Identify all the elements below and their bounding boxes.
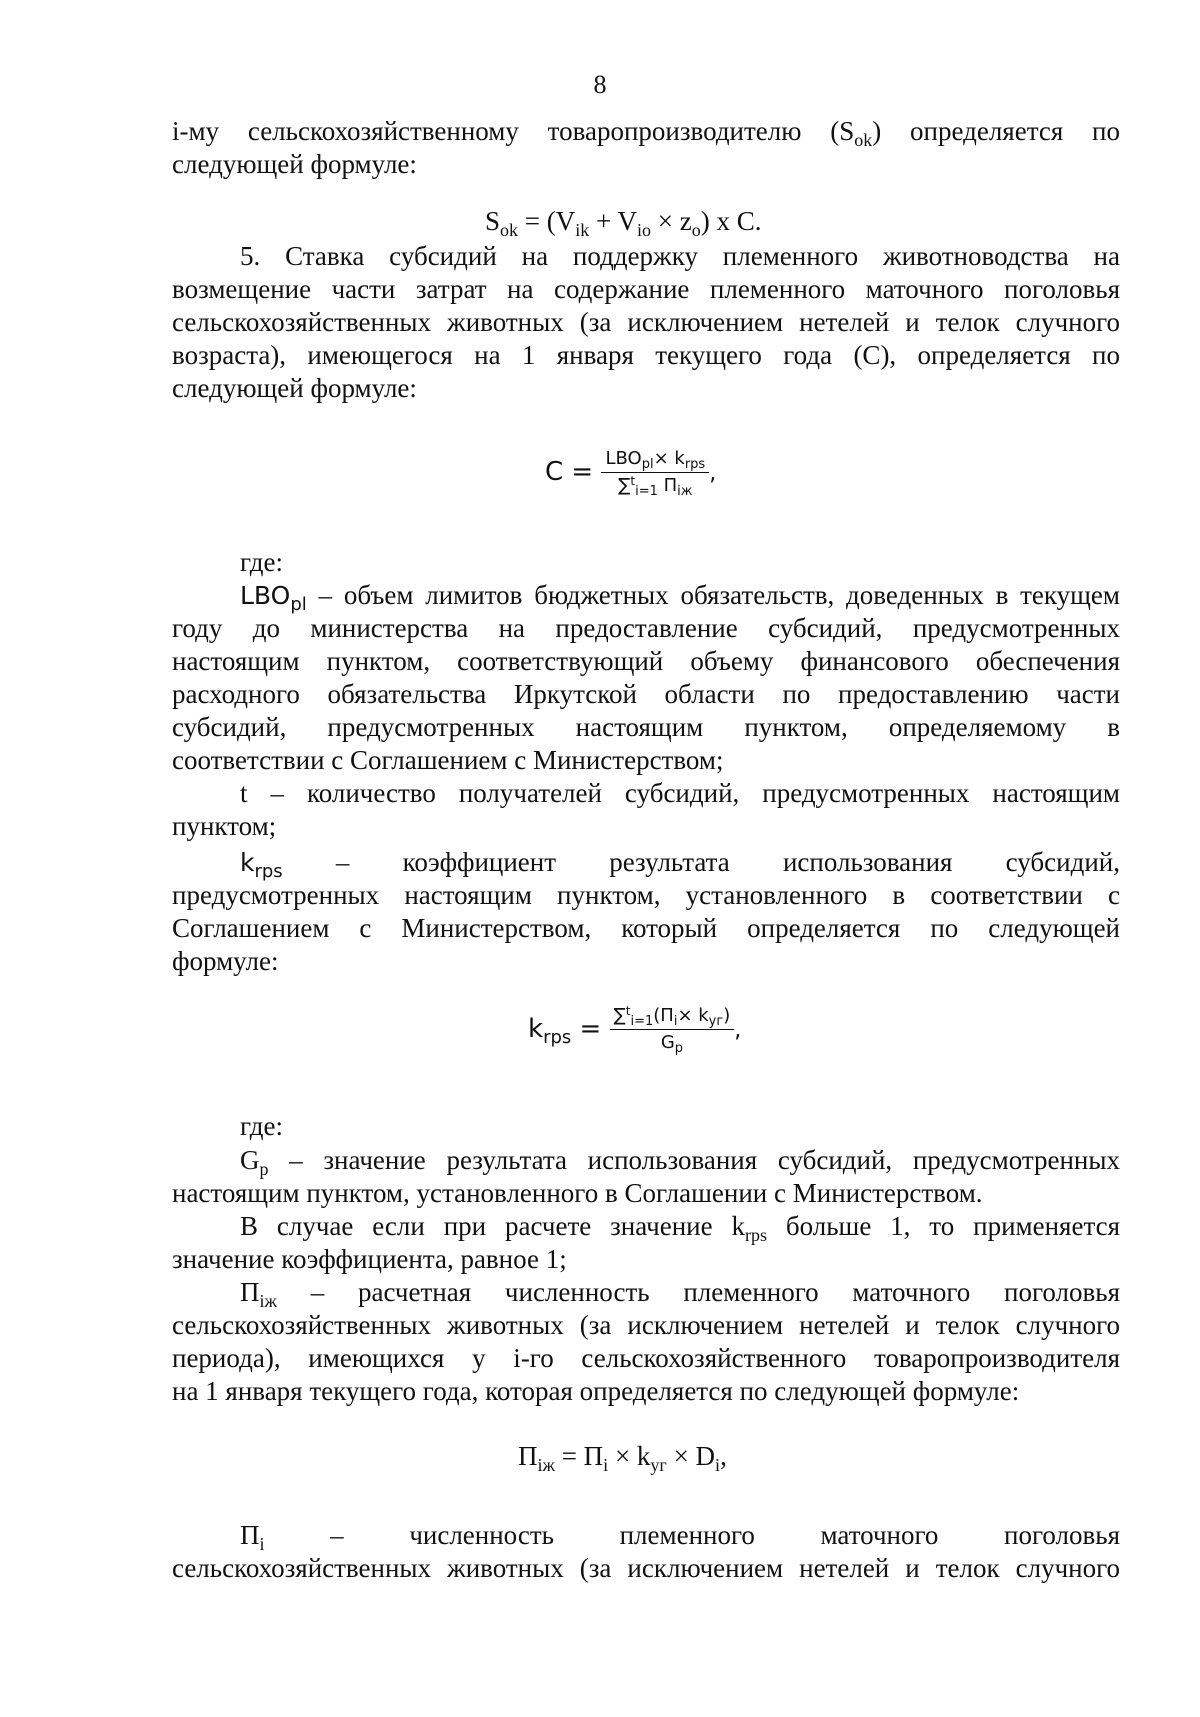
krps-line-2: предусмотренных настоящим пунктом, установленного в соответствии с	[172, 880, 1120, 910]
lbo-line-4: расходного обязательства Иркутской области по предоставлению части	[172, 679, 1120, 709]
krps-line-1: $k_{rps}$ – коэффициент результата использования субсидий,	[240, 847, 1120, 882]
gp-line-2: настоящим пунктом, установленного в Соглашении с Министерством.	[172, 1178, 983, 1208]
formula-krps: $k_{rps}$ = $\frac{\sum^t_{i=1}(П_i\times k_{уг})}{G_p}$ ,	[528, 1004, 742, 1056]
definition-gp	[172, 1144, 1120, 1210]
intro-line-2: следующей формуле:	[172, 149, 417, 179]
gp-line-1: $G_p$ – значение результата использования субсидий, предусмотренных	[240, 1145, 1120, 1179]
t-line-1: t – количество получателей субсидий, предусмотренных настоящим	[240, 778, 1120, 808]
where-2: где:	[240, 1111, 283, 1141]
formula-piz: $П_{iж} = П_i \times k_{уг} \times D_i$,	[518, 1441, 727, 1475]
note-line-2: значение коэффициента, равное 1;	[172, 1244, 567, 1274]
krps-line-4: формуле:	[172, 946, 279, 976]
definition-t	[172, 777, 1120, 843]
piz-line-2: сельскохозяйственных животных (за исключением нетелей и телок случного	[172, 1310, 1120, 1340]
formula-sok: $S_{ok} = (V_{ik} + V_{io} \times z_o)$ x C.	[485, 206, 762, 240]
paragraph-5	[172, 240, 1120, 405]
intro-line-1: i-му сельскохозяйственному товаропроизводителю $(S_{ok})$ определяется по	[172, 116, 1120, 150]
p5-line-1: 5. Ставка субсидий на поддержку племенного животноводства на	[240, 241, 1120, 271]
page-number: 8	[593, 70, 607, 99]
definition-pi	[172, 1519, 1120, 1585]
p5-line-5: следующей формуле:	[172, 373, 417, 403]
lbo-line-3: настоящим пунктом, соответствующий объему финансового обеспечения	[172, 646, 1120, 676]
paragraph-intro	[172, 115, 1120, 181]
p5-line-2: возмещение части затрат на содержание племенного маточного поголовья	[172, 274, 1120, 304]
fraction-c	[601, 448, 709, 497]
piz-line-3: периода), имеющихся у i-го сельскохозяйственного товаропроизводителя	[172, 1343, 1120, 1373]
lbo-line-5: субсидий, предусмотренных настоящим пунктом, определяемому в	[172, 712, 1120, 742]
fraction-krps	[610, 1005, 735, 1054]
fraction-c-denominator: ∑$^t_{i=1}$ $П_{iж}$	[618, 474, 693, 499]
pi-line-2: сельскохозяйственных животных (за исключением нетелей и телок случного	[172, 1553, 1120, 1583]
krps-line-3: Соглашением с Министерством, который определяется по следующей	[172, 913, 1120, 943]
p5-line-4: возраста), имеющегося на 1 января текущего года (C), определяется по	[172, 340, 1120, 370]
fraction-krps-denominator: $G_p$	[660, 1032, 684, 1056]
formula-c: C = $\frac{LBO_{pl}\times k_{rps}}{\sum^t_{i=1} П_{iж}}$ ,	[545, 448, 717, 499]
definition-krps	[172, 846, 1120, 978]
piz-line-4: на 1 января текущего года, которая определяется по следующей формуле:	[172, 1376, 1020, 1406]
lbo-line-1: $LBO_{pl}$ – объем лимитов бюджетных обязательств, доведенных в текущем	[240, 580, 1120, 615]
fraction-c-numerator: $LBO_{pl}\times k_{rps}$	[601, 448, 709, 473]
note-krps-cap	[172, 1210, 1120, 1276]
pi-line-1: $П_i$ – численность племенного маточного поголовья	[240, 1520, 1120, 1554]
t-line-2: пунктом;	[172, 811, 277, 841]
definition-piz	[172, 1276, 1120, 1408]
lbo-line-2: году до министерства на предоставление субсидий, предусмотренных	[172, 613, 1120, 643]
lbo-line-6: соответствии с Соглашением с Министерством;	[172, 745, 724, 775]
piz-line-1: $П_{iж}$ – расчетная численность племенного маточного поголовья	[240, 1277, 1120, 1311]
note-line-1: В случае если при расчете значение $k_{rps}$ больше 1, то применяется	[240, 1211, 1120, 1245]
definition-lbo	[172, 579, 1120, 777]
where-1: где:	[240, 547, 283, 577]
fraction-krps-numerator: $\sum^t_{i=1}(П_i\times k_{уг})$	[610, 1005, 735, 1030]
p5-line-3: сельскохозяйственных животных (за исключением нетелей и телок случного	[172, 307, 1120, 337]
